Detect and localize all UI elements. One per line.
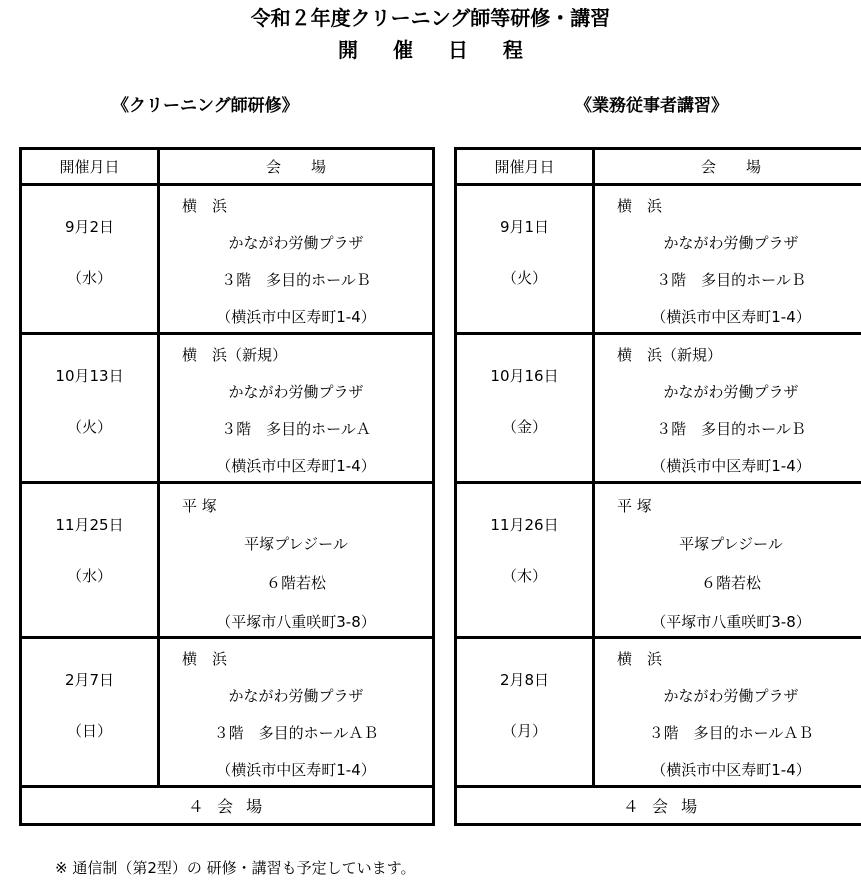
document-subtitle: 開 催 日 程 — [338, 38, 537, 62]
cleaning-training-schedule-table — [19, 147, 435, 826]
session-weekday: （火） — [501, 269, 547, 287]
venue-name: かながわ労働プラザ — [228, 234, 364, 252]
venue-city: 横 浜 — [182, 197, 228, 215]
venue-name: かながわ労働プラザ — [663, 687, 799, 705]
document-title: 令和２年度クリーニング師等研修・講習 — [250, 6, 611, 30]
venue-city: 横 浜 — [617, 650, 663, 668]
session-weekday: （木） — [501, 567, 547, 585]
table-row — [21, 638, 434, 787]
venue-city: 平 塚 — [182, 497, 217, 515]
venue-room: ３階 多目的ホールＡＢ — [213, 724, 379, 742]
table-row — [21, 483, 434, 638]
session-date: 10月16日 — [490, 367, 559, 385]
date-cell — [21, 483, 159, 638]
session-weekday: （水） — [66, 269, 112, 287]
venue-city: 横 浜（新規） — [617, 346, 723, 364]
venue-cell — [594, 334, 861, 483]
venue-room: ６階若松 — [265, 574, 326, 592]
total-row — [456, 787, 861, 825]
venue-cell — [159, 638, 434, 787]
date-cell — [21, 185, 159, 334]
venue-address: （横浜市中区寿町1-4） — [216, 457, 376, 475]
column-header-venue: 会 場 — [594, 149, 861, 185]
date-cell — [21, 334, 159, 483]
venue-room: ３階 多目的ホールＢ — [221, 271, 371, 289]
venue-address: （横浜市中区寿町1-4） — [216, 761, 376, 779]
date-cell — [456, 185, 594, 334]
table-header-row — [456, 149, 861, 185]
table-row — [21, 334, 434, 483]
worker-course-schedule-table — [454, 147, 861, 826]
venue-room: ３階 多目的ホールＢ — [656, 271, 806, 289]
venue-cell — [594, 483, 861, 638]
date-cell — [21, 638, 159, 787]
venue-room: ６階若松 — [700, 574, 761, 592]
session-date: 2月7日 — [64, 671, 115, 689]
venue-cell — [594, 185, 861, 334]
venue-room: ３階 多目的ホールＢ — [656, 420, 806, 438]
venue-cell — [594, 638, 861, 787]
cleaning-training-heading: 《クリーニング師研修》 — [112, 96, 299, 116]
venue-address: （横浜市中区寿町1-4） — [651, 308, 811, 326]
column-header-venue: 会 場 — [159, 149, 434, 185]
table-row — [456, 483, 861, 638]
total-venues: ４ 会 場 — [456, 787, 861, 825]
venue-city: 平 塚 — [617, 497, 652, 515]
venue-name: かながわ労働プラザ — [663, 234, 799, 252]
session-date: 10月13日 — [55, 367, 124, 385]
session-date: 11月25日 — [55, 516, 124, 534]
column-header-date: 開催月日 — [456, 149, 594, 185]
total-row — [21, 787, 434, 825]
worker-course-heading: 《業務従事者講習》 — [575, 96, 728, 116]
venue-city: 横 浜（新規） — [182, 346, 288, 364]
date-cell — [456, 638, 594, 787]
venue-cell — [159, 185, 434, 334]
venue-name: 平塚プレジール — [679, 535, 783, 553]
venue-room: ３階 多目的ホールＡ — [221, 420, 371, 438]
venue-cell — [159, 334, 434, 483]
venue-name: 平塚プレジール — [244, 535, 348, 553]
session-date: 11月26日 — [490, 516, 559, 534]
table-row — [456, 638, 861, 787]
venue-address: （平塚市八重咲町3-8） — [651, 613, 811, 631]
column-header-date: 開催月日 — [21, 149, 159, 185]
venue-city: 横 浜 — [182, 650, 228, 668]
venue-address: （横浜市中区寿町1-4） — [216, 308, 376, 326]
session-weekday: （日） — [66, 722, 112, 740]
session-date: 9月1日 — [499, 218, 550, 236]
session-weekday: （水） — [66, 567, 112, 585]
venue-cell — [159, 483, 434, 638]
date-cell — [456, 334, 594, 483]
venue-room: ３階 多目的ホールＡＢ — [648, 724, 814, 742]
date-cell — [456, 483, 594, 638]
session-weekday: （火） — [66, 418, 112, 436]
session-weekday: （月） — [501, 722, 547, 740]
session-date: 9月2日 — [64, 218, 115, 236]
session-weekday: （金） — [501, 418, 547, 436]
venue-name: かながわ労働プラザ — [228, 383, 364, 401]
venue-name: かながわ労働プラザ — [228, 687, 364, 705]
venue-address: （横浜市中区寿町1-4） — [651, 457, 811, 475]
table-row — [456, 334, 861, 483]
total-venues: ４ 会 場 — [21, 787, 434, 825]
session-date: 2月8日 — [499, 671, 550, 689]
footnote: ※ 通信制（第2型）の 研修・講習も予定しています。 — [55, 859, 416, 877]
venue-address: （平塚市八重咲町3-8） — [216, 613, 376, 631]
venue-city: 横 浜 — [617, 197, 663, 215]
table-row — [21, 185, 434, 334]
venue-name: かながわ労働プラザ — [663, 383, 799, 401]
table-row — [456, 185, 861, 334]
table-header-row — [21, 149, 434, 185]
venue-address: （横浜市中区寿町1-4） — [651, 761, 811, 779]
